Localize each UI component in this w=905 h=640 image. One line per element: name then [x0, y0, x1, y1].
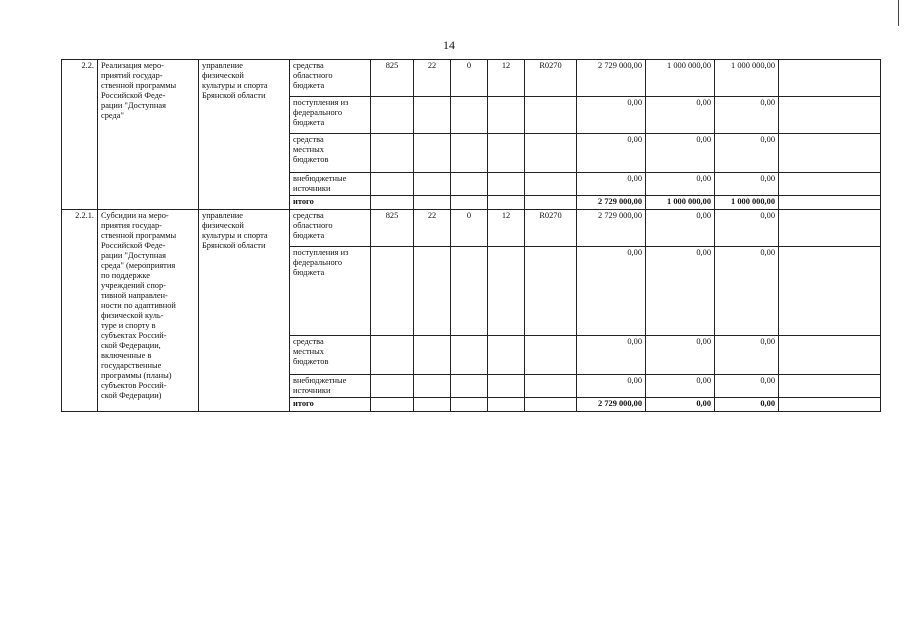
funding-source-line: итого — [293, 197, 314, 206]
amount-year-3: 0,00 — [715, 375, 779, 398]
funding-source-line: областного — [293, 221, 333, 230]
kbk-grbs — [371, 173, 414, 196]
amount-year-2: 0,00 — [646, 398, 715, 412]
funding-source — [290, 196, 371, 210]
executor-line: физической — [202, 221, 244, 230]
kbk-rz — [414, 196, 451, 210]
funding-source-line: средства — [293, 211, 324, 220]
executor-line: культуры и спорта — [202, 81, 268, 90]
funding-source — [290, 173, 371, 196]
kbk-csr — [488, 134, 525, 173]
kbk-csr: 12 — [488, 210, 525, 247]
kbk-rz — [414, 336, 451, 375]
section-title-line: программы (планы) — [101, 371, 172, 380]
kbk-csr — [488, 247, 525, 336]
amount-year-1: 2 729 000,00 — [577, 196, 646, 210]
section-number: 2.2. — [62, 60, 98, 210]
kbk-csr — [488, 398, 525, 412]
budget-table — [61, 59, 881, 412]
kbk-pr — [451, 97, 488, 134]
kbk-rz — [414, 173, 451, 196]
funding-source-line: внебюджетные — [293, 376, 347, 385]
kbk-pr: 0 — [451, 210, 488, 247]
section-title-line: по поддержке — [101, 271, 150, 280]
kbk-csr — [488, 336, 525, 375]
funding-source-line: источники — [293, 184, 331, 193]
kbk-grbs: 825 — [371, 210, 414, 247]
amount-year-3: 0,00 — [715, 134, 779, 173]
funding-source-line: бюджета — [293, 118, 325, 127]
funding-source-line: бюджета — [293, 268, 325, 277]
funding-source-line: бюджетов — [293, 357, 329, 366]
section-title-line: Реализация меро- — [101, 61, 164, 70]
funding-source-line: бюджета — [293, 231, 325, 240]
funding-source-line: областного — [293, 71, 333, 80]
kbk-csr: 12 — [488, 60, 525, 97]
kbk-rz: 22 — [414, 60, 451, 97]
amount-year-1: 0,00 — [577, 97, 646, 134]
section-title-line: ности по адаптивной — [101, 301, 176, 310]
funding-source-line: средства — [293, 61, 324, 70]
kbk-pr — [451, 375, 488, 398]
executor-line: Брянской области — [202, 91, 266, 100]
kbk-csr — [488, 375, 525, 398]
section-title-line: государственные — [101, 361, 162, 370]
kbk-grbs — [371, 247, 414, 336]
amount-year-2: 0,00 — [646, 375, 715, 398]
amount-year-1: 2 729 000,00 — [577, 60, 646, 97]
kbk-pr — [451, 196, 488, 210]
table-row — [62, 210, 881, 247]
kbk-code — [525, 336, 577, 375]
funding-source — [290, 210, 371, 247]
kbk-pr — [451, 134, 488, 173]
funding-source-line: поступления из — [293, 248, 349, 257]
funding-source-line: бюджетов — [293, 155, 329, 164]
section-title-line: туре и спорту в — [101, 321, 156, 330]
table-row — [62, 60, 881, 97]
kbk-code — [525, 247, 577, 336]
note-cell — [779, 196, 881, 210]
section-title-line: субъектов Россий- — [101, 381, 167, 390]
funding-source-line: средства — [293, 135, 324, 144]
kbk-grbs — [371, 375, 414, 398]
kbk-code: R0270 — [525, 60, 577, 97]
executor-line: управление — [202, 211, 243, 220]
amount-year-3: 0,00 — [715, 336, 779, 375]
amount-year-1: 0,00 — [577, 247, 646, 336]
section-title-line: физической куль- — [101, 311, 164, 320]
amount-year-1: 0,00 — [577, 336, 646, 375]
funding-source — [290, 375, 371, 398]
funding-source-line: источники — [293, 386, 331, 395]
note-cell — [779, 398, 881, 412]
note-cell — [779, 247, 881, 336]
amount-year-2: 1 000 000,00 — [646, 196, 715, 210]
funding-source-line: средства — [293, 337, 324, 346]
kbk-pr — [451, 398, 488, 412]
amount-year-1: 0,00 — [577, 134, 646, 173]
kbk-code — [525, 134, 577, 173]
section-title-line: ской Федерации, — [101, 341, 161, 350]
amount-year-2: 1 000 000,00 — [646, 60, 715, 97]
section-title-line: Российской Феде- — [101, 91, 166, 100]
executor-line: культуры и спорта — [202, 231, 268, 240]
funding-source — [290, 60, 371, 97]
kbk-grbs — [371, 398, 414, 412]
funding-source — [290, 336, 371, 375]
amount-year-2: 0,00 — [646, 97, 715, 134]
section-title-line: Субсидии на меро- — [101, 211, 169, 220]
amount-year-2: 0,00 — [646, 247, 715, 336]
note-cell — [779, 210, 881, 247]
kbk-csr — [488, 173, 525, 196]
funding-source-line: местных — [293, 145, 324, 154]
section-title-line: Российской Феде- — [101, 241, 166, 250]
note-cell — [779, 97, 881, 134]
note-cell — [779, 336, 881, 375]
kbk-grbs: 825 — [371, 60, 414, 97]
kbk-rz — [414, 97, 451, 134]
kbk-code: R0270 — [525, 210, 577, 247]
kbk-grbs — [371, 134, 414, 173]
executor-line: физической — [202, 71, 244, 80]
note-cell — [779, 173, 881, 196]
note-cell — [779, 60, 881, 97]
section-title-line: рации "Доступная — [101, 101, 166, 110]
note-cell — [779, 375, 881, 398]
section-title-line: ской Федерации) — [101, 391, 162, 400]
kbk-grbs — [371, 196, 414, 210]
kbk-csr — [488, 97, 525, 134]
kbk-csr — [488, 196, 525, 210]
section-title-line: тивной направлен- — [101, 291, 168, 300]
kbk-code — [525, 173, 577, 196]
amount-year-1: 0,00 — [577, 173, 646, 196]
kbk-pr — [451, 247, 488, 336]
section-title — [98, 60, 199, 210]
funding-source-line: бюджета — [293, 81, 325, 90]
kbk-pr — [451, 336, 488, 375]
kbk-rz — [414, 247, 451, 336]
executor — [199, 210, 290, 412]
section-title — [98, 210, 199, 412]
kbk-rz — [414, 398, 451, 412]
kbk-rz — [414, 375, 451, 398]
funding-source-line: итого — [293, 399, 314, 408]
section-title-line: приятия государ- — [101, 221, 162, 230]
amount-year-1: 2 729 000,00 — [577, 398, 646, 412]
funding-source-line: федерального — [293, 108, 343, 117]
funding-source-line: поступления из — [293, 98, 349, 107]
kbk-rz: 22 — [414, 210, 451, 247]
section-title-line: субъектах Россий- — [101, 331, 167, 340]
funding-source — [290, 97, 371, 134]
section-title-line: среда" (мероприятия — [101, 261, 176, 270]
amount-year-3: 0,00 — [715, 247, 779, 336]
kbk-code — [525, 196, 577, 210]
kbk-code — [525, 398, 577, 412]
scan-edge-mark — [898, 0, 899, 26]
amount-year-2: 0,00 — [646, 173, 715, 196]
amount-year-1: 2 729 000,00 — [577, 210, 646, 247]
amount-year-3: 1 000 000,00 — [715, 60, 779, 97]
kbk-code — [525, 375, 577, 398]
section-title-line: приятий государ- — [101, 71, 163, 80]
executor-line: Брянской области — [202, 241, 266, 250]
kbk-grbs — [371, 97, 414, 134]
amount-year-2: 0,00 — [646, 336, 715, 375]
amount-year-3: 0,00 — [715, 398, 779, 412]
kbk-pr: 0 — [451, 60, 488, 97]
kbk-pr — [451, 173, 488, 196]
amount-year-3: 1 000 000,00 — [715, 196, 779, 210]
funding-source — [290, 247, 371, 336]
funding-source — [290, 398, 371, 412]
kbk-grbs — [371, 336, 414, 375]
note-cell — [779, 134, 881, 173]
section-title-line: рации "Доступная — [101, 251, 166, 260]
section-title-line: учреждений спор- — [101, 281, 166, 290]
executor — [199, 60, 290, 210]
executor-line: управление — [202, 61, 243, 70]
section-title-line: среда" — [101, 111, 124, 120]
section-number: 2.2.1. — [62, 210, 98, 412]
funding-source-line: федерального — [293, 258, 343, 267]
section-title-line: ственной программы — [101, 231, 177, 240]
amount-year-2: 0,00 — [646, 210, 715, 247]
amount-year-1: 0,00 — [577, 375, 646, 398]
section-title-line: ственной программы — [101, 81, 177, 90]
kbk-rz — [414, 134, 451, 173]
amount-year-3: 0,00 — [715, 173, 779, 196]
section-title-line: включенные в — [101, 351, 152, 360]
funding-source-line: местных — [293, 347, 324, 356]
funding-source — [290, 134, 371, 173]
kbk-code — [525, 97, 577, 134]
page-number: 14 — [443, 38, 455, 52]
funding-source-line: внебюджетные — [293, 174, 347, 183]
amount-year-3: 0,00 — [715, 210, 779, 247]
amount-year-3: 0,00 — [715, 97, 779, 134]
amount-year-2: 0,00 — [646, 134, 715, 173]
